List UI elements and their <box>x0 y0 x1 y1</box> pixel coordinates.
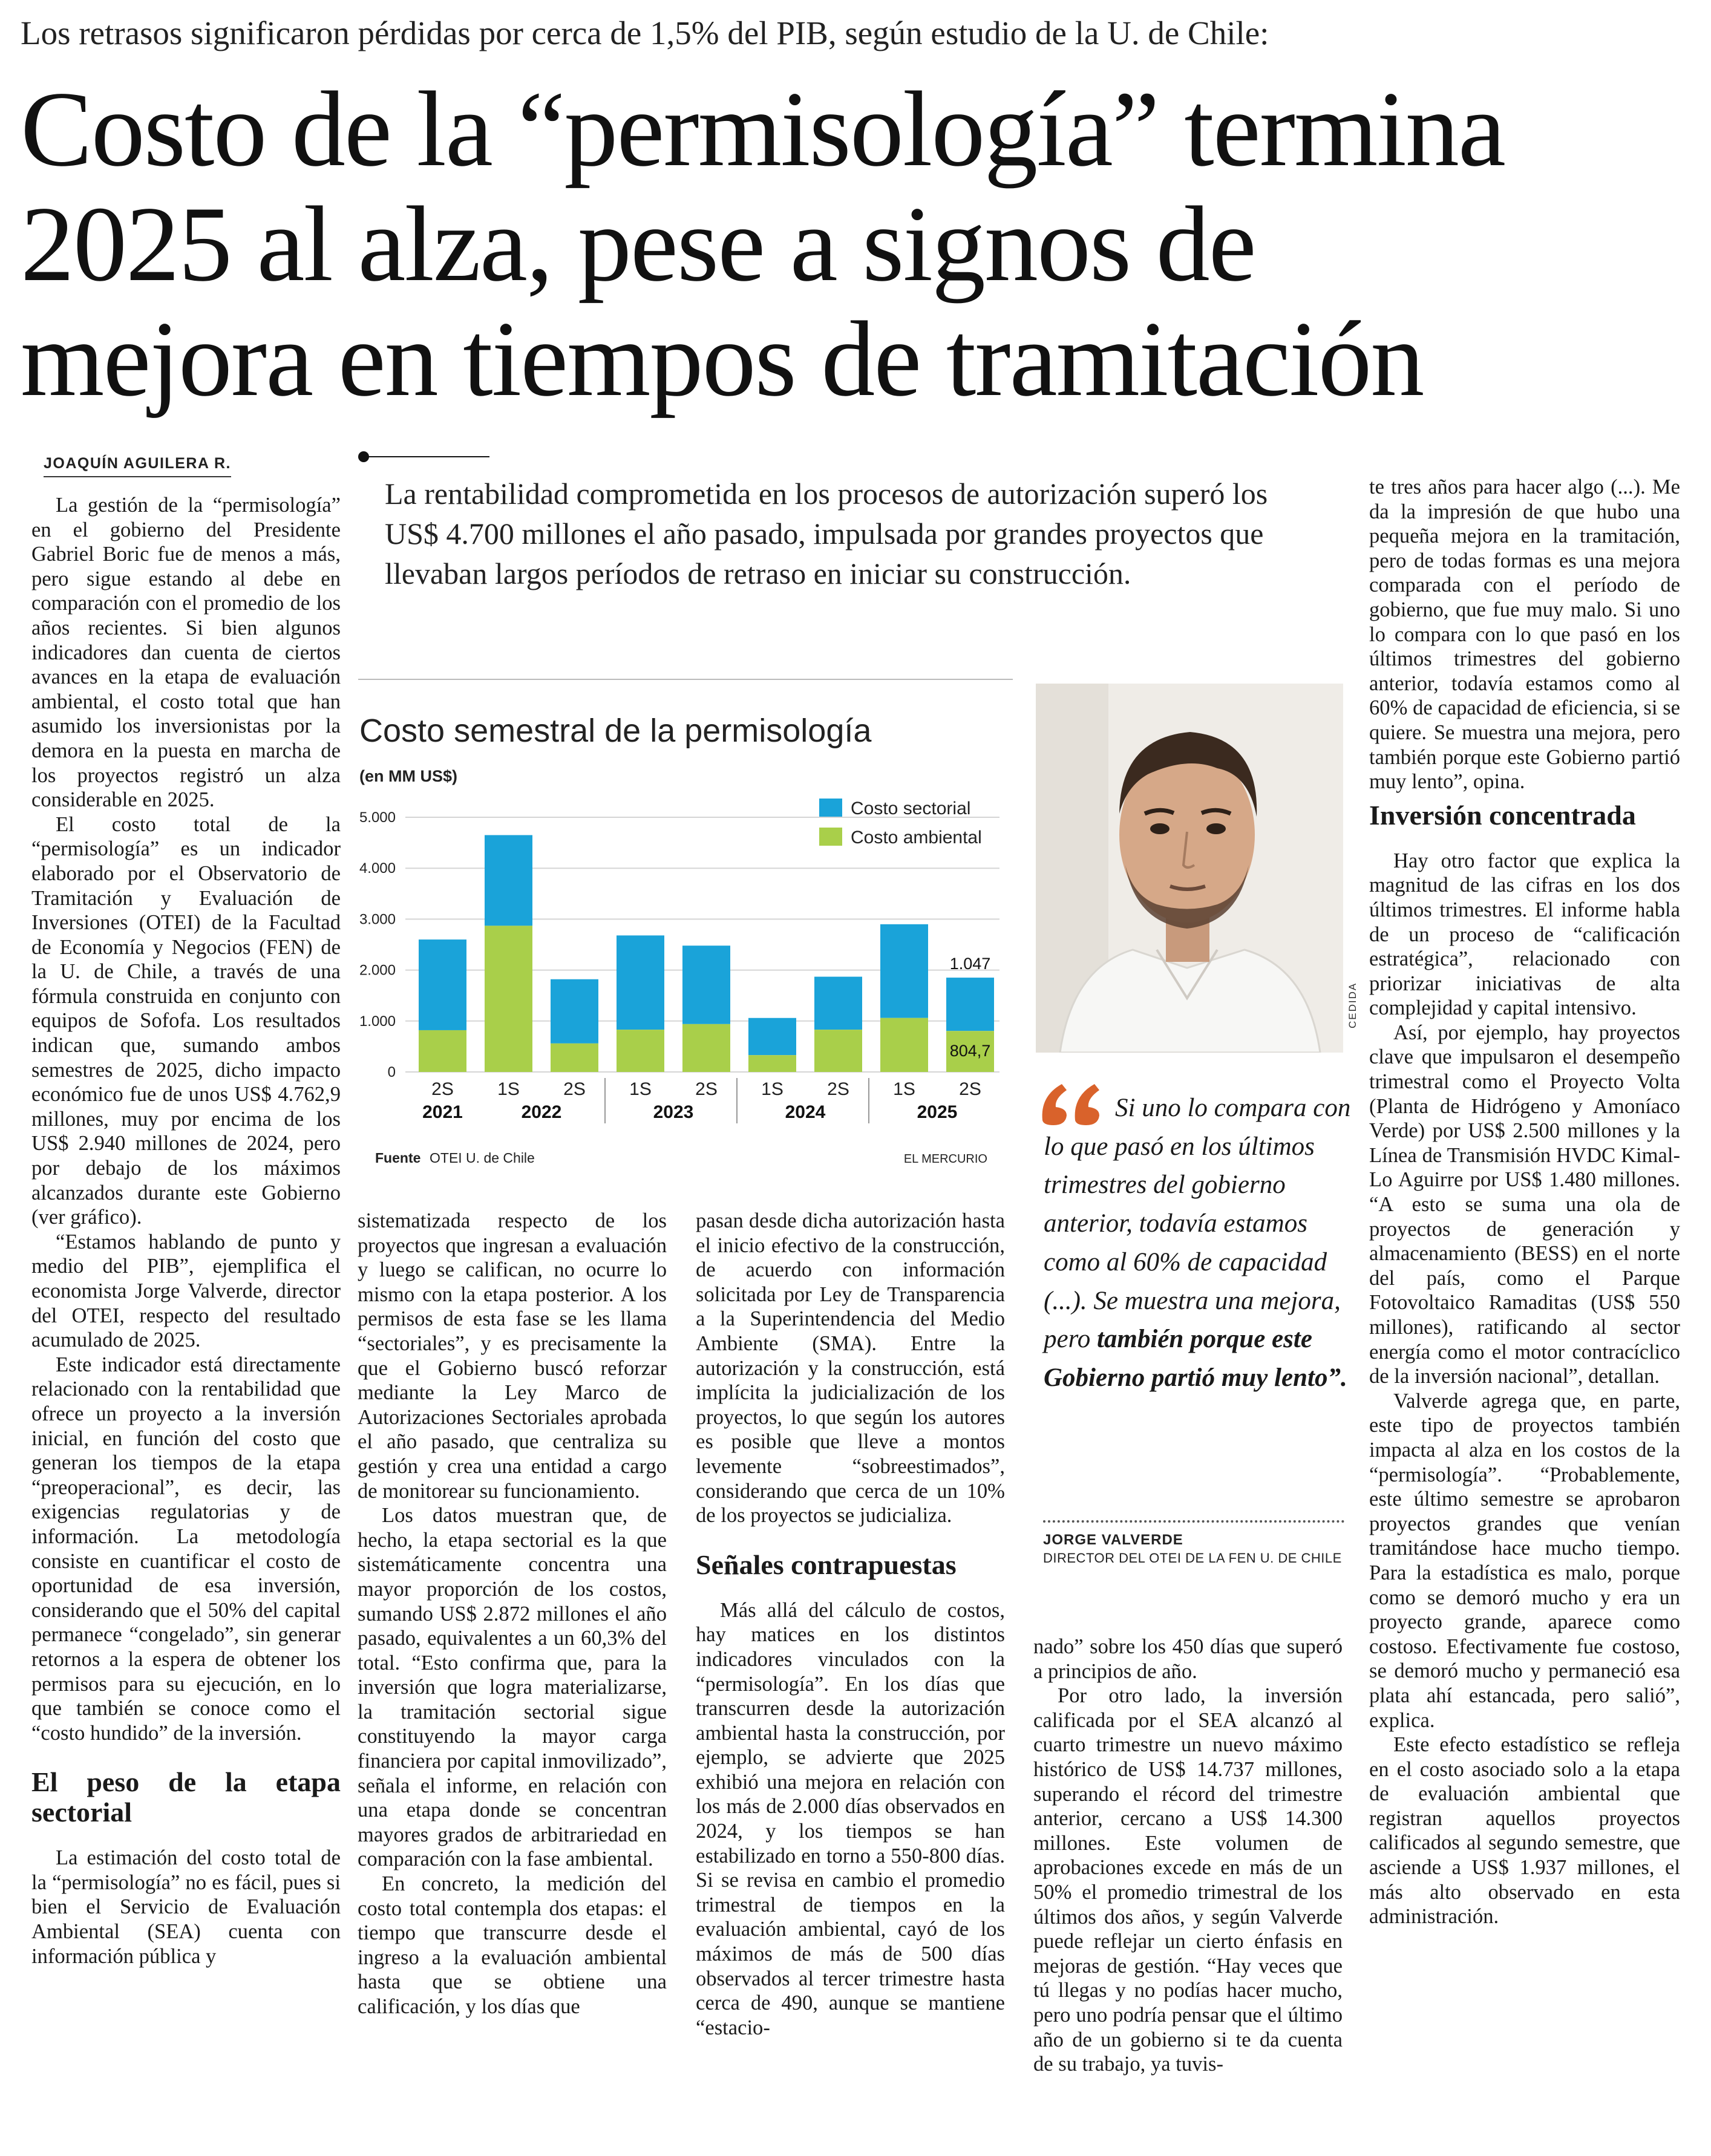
photo-credit: CEDIDA <box>1347 982 1358 1028</box>
paragraph: Hay otro factor que explica la magnitud de las cifras en los dos últimos trimestres. El informe habla de un proceso de “calificación estratégica”, relacionado con priorizar iniciativas de alta complejidad y capital intensivo. <box>1369 849 1680 1020</box>
column-1 <box>31 493 341 1968</box>
chart-legend <box>819 799 982 848</box>
quote-text-bold: también porque este Gobierno partió muy lento”. <box>1044 1325 1347 1392</box>
chart-y-tick-label: 0 <box>387 1064 396 1080</box>
quote-author: JORGE VALVERDE <box>1043 1532 1183 1548</box>
deck-summary: La rentabilidad comprometida en los procesos de autorización superó los US$ 4.700 millones el año pasado, impulsada por grandes proyectos que llevaban largos períodos de retraso en iniciar su construcción. <box>385 477 1268 590</box>
bar-sectorial <box>485 835 532 926</box>
bar-sectorial <box>551 979 598 1044</box>
chart-period-label: 2S <box>695 1079 718 1099</box>
paragraph: Valverde agrega que, en parte, este tipo de proyectos también impacta al alza en los costos de la “permisología”. “Probablemente, este último semestre se aprobaron proyectos grandes que venían tramitándose hace mucho tiempo. Para la estadística es malo, porque como se demoró mucho y era un proyecto grande, aparece como costoso. Efectivamente fue costoso, se demoró mucho y permaneció esa plata ahí estancada, pero salió”, explica. <box>1369 1389 1680 1732</box>
paragraph: te tres años para hacer algo (...). Me da la impresión de que hubo una pequeña mejora en la tramitación, pero de todas formas es una mejora comparada con el período de gobierno, que fue muy malo. Si uno lo compara con lo que pasó en los últimos trimestres del gobierno anterior, todavía estamos como al 60% de capacidad de eficiencia, si se quiere. Se muestra una mejora, pero también porque este Gobierno partió muy lento”, opina. <box>1369 475 1680 794</box>
portrait-photo <box>1036 684 1343 1053</box>
chart-period-label: 2S <box>959 1079 981 1099</box>
chart-y-tick-label: 2.000 <box>359 962 396 979</box>
section-heading: El peso de la etapa sectorial <box>31 1766 341 1828</box>
paragraph: “Estamos hablando de punto y medio del PIB”, ejemplifica el economista Jorge Valverde, director del OTEI, respecto del resultado acumulado de 2025. <box>31 1230 341 1352</box>
headline-line-2: 2025 al alza, pese a signos de <box>21 184 1255 304</box>
paragraph: La estimación del costo total de la “permisología” no es fácil, pues si bien el Servicio de Evaluación Ambiental (SEA) cuenta con información pública y <box>31 1846 341 1968</box>
paragraph: Por otro lado, la inversión calificada por el SEA alcanzó al cuarto trimestre un nuevo máximo histórico de US$ 14.737 millones, superando el récord del trimestre anterior, cercano a US$ 14.300 millones. Este volumen de aprobaciones excede en más de un 50% el promedio trimestral de los últimos dos años, y según Valverde puede reflejar un cierto énfasis en mejoras de gestión. “Hay veces que tú llegas y no podías hacer mucho, pero uno podría pensar que el último año de un gobierno si te da cuenta de su trabajo, ya tuvis- <box>1033 1684 1343 2076</box>
column-5 <box>1369 475 1680 1929</box>
chart-period-label: 1S <box>893 1079 915 1099</box>
pull-quote <box>1044 1089 1352 1397</box>
chart-data-label: 804,7 <box>949 1042 991 1060</box>
legend-label-sectorial: Costo sectorial <box>851 799 971 818</box>
paragraph: pasan desde dicha autorización hasta el inicio efectivo de la construcción, de acuerdo con información solicitada por Ley de Transparencia a la Superintendencia del Medio Ambiente (SMA). Entre la autorización y la construcción, está implícita la judicialización de los proyectos, lo que según los autores es posible que lleve a montos levemente “sobreestimados”, considerando que cerca de un 10% de los proyectos se judicializa. <box>696 1209 1005 1527</box>
headline <box>21 69 1703 419</box>
paragraph: Los datos muestran que, de hecho, la etapa sectorial es la que sistemáticamente concentra una mayor proporción de los costos, sumando US$ 2.872 millones el año pasado, equivalentes a un 60,3% del total. “Esto confirma que, para la inversión que logra materializarse, la tramitación sectorial sigue constituyendo la mayor carga financiera por capital inmovilizado”, señala el informe, en relación con una etapa donde se concentran mayores grados de arbitrariedad en comparación con la fase ambiental. <box>358 1504 667 1871</box>
paragraph: nado” sobre los 450 días que superó a principios de año. <box>1033 1635 1343 1683</box>
section-heading: Señales contrapuestas <box>696 1549 957 1580</box>
cost-chart <box>358 685 1013 1181</box>
chart-year-label: 2021 <box>422 1102 463 1122</box>
bar-sectorial <box>814 977 862 1030</box>
chart-credit: EL MERCURIO <box>903 1152 987 1166</box>
chart-source: OTEI U. de Chile <box>430 1150 535 1166</box>
chart-top-rule <box>358 679 1013 680</box>
paragraph: Más allá del cálculo de costos, hay matices en los distintos indicadores vinculados con la “permisología”. En los días que transcurren desde la autorización ambiental hasta la construcción, por ejemplo, se advierte que 2025 exhibió una mejora en relación con los más de 2.000 días observados en 2024, y los tiempos se han estabilizado en torno a 550-800 días. Si se revisa en cambio el promedio trimestral de tiempos en la evaluación ambiental, cayó de los máximos de más de 500 días observados al tercer trimestre hasta cerca de 490, aunque se mantiene “estacio- <box>696 1598 1005 2039</box>
quote-text: Si uno lo compara con lo que pasó en los últimos trimestres del gobierno anterior, todavía estamos como al 60% de capacidad (...). Se muestra una mejora, pero <box>1044 1094 1351 1354</box>
bar-sectorial <box>682 946 730 1024</box>
deck-rule <box>364 456 489 457</box>
paragraph: La gestión de la “permisología” en el gobierno del Presidente Gabriel Boric fue de menos a más, pero sigue estando al debe en comparación con el promedio de los años recientes. Si bien algunos indicadores dan cuenta de ciertos avances en la etapa de evaluación ambiental, el costo total que han asumido los inversionistas por la demora en la puesta en marcha de los proyectos registró un alza considerable en 2025. <box>31 494 341 812</box>
paragraph: Este indicador está directamente relacionado con la rentabilidad que ofrece un proyecto a la inversión inicial, en función del costo que generan los tiempos de la etapa “preoperacional”, es decir, las exigencias regulatorias y de información. La metodología consiste en cuantificar el costo de oportunidad de esa inversión, considerando que el 50% del capital permanece “congelado”, sin generar retornos a la espera de obtener los permisos para su ejecución, en lo que también se conoce como el “costo hundido” de la inversión. <box>31 1353 341 1745</box>
bar-ambiental <box>485 926 532 1072</box>
section-heading: Inversión concentrada <box>1369 799 1636 831</box>
chart-source-label: Fuente <box>375 1150 421 1166</box>
column-3 <box>696 1209 1005 2040</box>
legend-label-ambiental: Costo ambiental <box>851 828 982 848</box>
paragraph: Este efecto estadístico se refleja en el costo asociado solo a la etapa de evaluación ambiental que registran aquellos proyectos calificados al segundo semestre, que asciende a US$ 1.937 millones, el más alto observado en esta administración. <box>1369 1733 1680 1929</box>
legend-swatch-sectorial <box>819 799 842 817</box>
bar-sectorial <box>748 1018 796 1055</box>
bar-sectorial <box>946 978 994 1031</box>
chart-y-tick-label: 1.000 <box>359 1013 396 1030</box>
chart-y-tick-label: 5.000 <box>359 809 396 826</box>
chart-data-label: 1.047 <box>949 955 991 973</box>
bar-ambiental <box>551 1044 598 1072</box>
chart-year-label: 2024 <box>785 1102 826 1122</box>
paragraph: El costo total de la “permisología” es un indicador elaborado por el Observatorio de Tramitación y Evaluación de Inversiones (OTEI) de la Facultad de Economía y Negocios (FEN) de la U. de Chile, a través de una fórmula construida en conjunto con equipos de Sofofa. Los resultados indican que, sumando ambos semestres de 2025, dicho impacto económico fue de unos US$ 4.762,9 millones, muy por encima de los US$ 2.940 millones de 2024, pero por debajo de los máximos alcanzados durante este Gobierno (ver gráfico). <box>31 812 341 1229</box>
bar-ambiental <box>814 1030 862 1072</box>
legend-swatch-ambiental <box>819 828 842 846</box>
paragraph: sistematizada respecto de los proyectos que ingresan a evaluación y luego se califican, no ocurre lo mismo con la etapa posterior. A los permisos de esta fase se les llama “sectoriales”, y es precisamente la que el Gobierno buscó reforzar mediante la Ley Marco de Autorizaciones Sectoriales aprobada el año pasado, que centraliza su gestión y crea una entidad a cargo de monitorear su funcionamiento. <box>358 1209 667 1503</box>
chart-period-label: 1S <box>761 1079 784 1099</box>
chart-bars <box>419 835 994 1072</box>
chart-year-label: 2022 <box>521 1102 562 1122</box>
kicker: Los retrasos significaron pérdidas por cerca de 1,5% del PIB, según estudio de la U. de Chile: <box>21 15 1269 51</box>
headline-line-1: Costo de la “permisología” termina <box>21 69 1505 189</box>
chart-y-tick-label: 4.000 <box>359 860 396 877</box>
chart-period-label: 2S <box>563 1079 586 1099</box>
bar-ambiental <box>419 1030 466 1072</box>
chart-subtitle: (en MM US$) <box>359 767 457 785</box>
bar-ambiental <box>617 1030 664 1072</box>
bar-sectorial <box>419 939 466 1030</box>
chart-year-label: 2023 <box>653 1102 694 1122</box>
bar-ambiental <box>682 1024 730 1072</box>
quote-separator <box>1043 1520 1344 1523</box>
bar-ambiental <box>880 1018 928 1072</box>
quote-author-role: DIRECTOR DEL OTEI DE LA FEN U. DE CHILE <box>1043 1550 1342 1566</box>
column-4 <box>1033 1635 1343 2077</box>
bar-sectorial <box>617 935 664 1030</box>
chart-period-label: 2S <box>431 1079 454 1099</box>
chart-period-label: 2S <box>827 1079 849 1099</box>
paragraph: En concreto, la medición del costo total contempla dos etapas: el tiempo que transcurre desde el ingreso a la evaluación ambiental hasta que se obtiene una calificación, y los días que <box>358 1872 667 2018</box>
chart-period-label: 1S <box>497 1079 520 1099</box>
paragraph: Así, por ejemplo, hay proyectos clave que impulsaron el desempeño trimestral como el Proyecto Volta (Planta de Hidrógeno y Amoníaco Verde) por US$ 2.500 millones y la Línea de Transmisión HVDC Kimal-Lo Aguirre por US$ 1.480 millones. “A esto se suma una ola de proyectos de generación y almacenamiento (BESS) en el norte del país, como el Parque Fotovoltaico Ramaditas (US$ 550 millones), ratificando al sector energía como el motor contracíclico de la inversión nacional”, detallan. <box>1369 1021 1680 1388</box>
byline: JOAQUÍN AGUILERA R. <box>44 455 231 477</box>
column-2 <box>358 1209 667 2019</box>
chart-year-label: 2025 <box>917 1102 958 1122</box>
bar-ambiental <box>748 1055 796 1072</box>
headline-line-3: mejora en tiempos de tramitación <box>21 299 1424 419</box>
bar-sectorial <box>880 924 928 1018</box>
chart-title: Costo semestral de la permisología <box>359 713 872 749</box>
chart-y-tick-label: 3.000 <box>359 911 396 928</box>
chart-period-label: 1S <box>629 1079 652 1099</box>
